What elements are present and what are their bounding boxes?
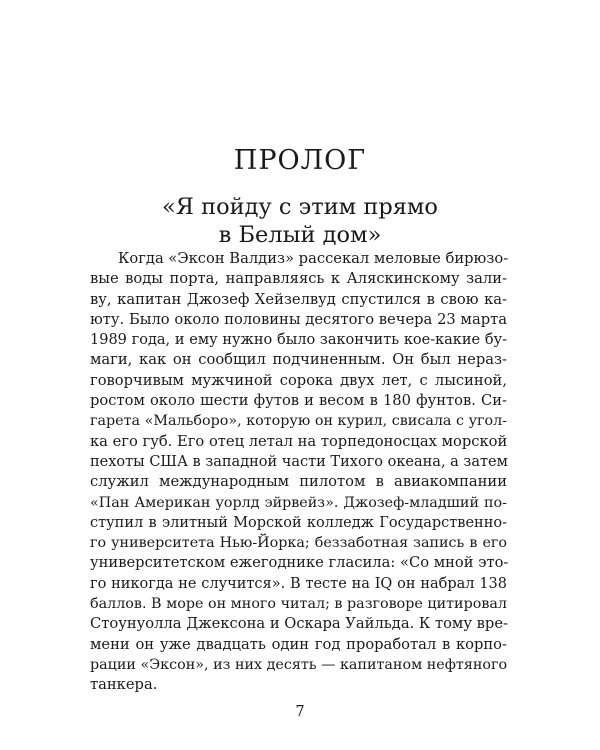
text-line: университетском ежегоднике гласила: «Со мной это- xyxy=(90,554,509,572)
text-line: юту. Было около половины десятого вечера 23 марта xyxy=(90,310,507,328)
text-line: гарета «Мальборо», которую он курил, свисала с угол- xyxy=(90,413,507,430)
body-paragraph xyxy=(90,249,507,696)
text-line: говорчивым мужчиной сорока двух лет, с лысиной, xyxy=(90,371,507,389)
text-line: вые воды порта, направляясь к Аляскинскому зали- xyxy=(90,270,507,288)
text-line: баллов. В море он много читал; в разговоре цитировал xyxy=(90,596,507,613)
subtitle-line: «Я пойду с этим прямо xyxy=(162,194,438,220)
text-line: служил международным пилотом в авиакомпании xyxy=(90,473,507,491)
page-number: 7 xyxy=(295,704,305,720)
text-line: ростом около шести футов и весом в 180 фунтов. Си- xyxy=(90,392,507,410)
text-line: ступил в элитный Морской колледж Государственно- xyxy=(90,514,507,531)
text-line: 1989 года, и ему нужно было закончить кое-какие бу- xyxy=(90,332,507,349)
subtitle-line: в Белый дом» xyxy=(218,222,382,248)
text-line: маги, как он сообщил подчиненным. Он был нераз- xyxy=(90,351,507,369)
text-line: го университета Нью-Йорка; беззаботная запись в его xyxy=(90,535,507,552)
text-line: Стоунуолла Джексона и Оскара Уайльда. К тому вре- xyxy=(90,615,508,633)
text-line: ву, капитан Джозеф Хейзелвуд спустился в свою ка- xyxy=(90,290,507,308)
text-line: рации «Эксон», из них десять — капитаном нефтяного xyxy=(90,656,508,673)
text-line: го никогда не случится». В тесте на IQ он набрал 138 xyxy=(90,575,507,592)
text-line: мени он уже двадцать один год проработал в корпо- xyxy=(90,635,507,653)
chapter-title: ПРОЛОГ xyxy=(233,145,367,176)
text-line: танкера. xyxy=(90,676,158,694)
chapter-subtitle xyxy=(0,193,600,249)
text-line: ка его губ. Его отец летал на торпедоносцах морской xyxy=(90,432,508,450)
text-line: пехоты США в западной части Тихого океана, а затем xyxy=(90,453,508,470)
text-line: «Пан Американ уорлд эйрвейз». Джозеф-младший по- xyxy=(90,494,507,511)
text-line: Когда «Эксон Валдиз» рассекал меловые бирюзо- xyxy=(118,250,509,267)
